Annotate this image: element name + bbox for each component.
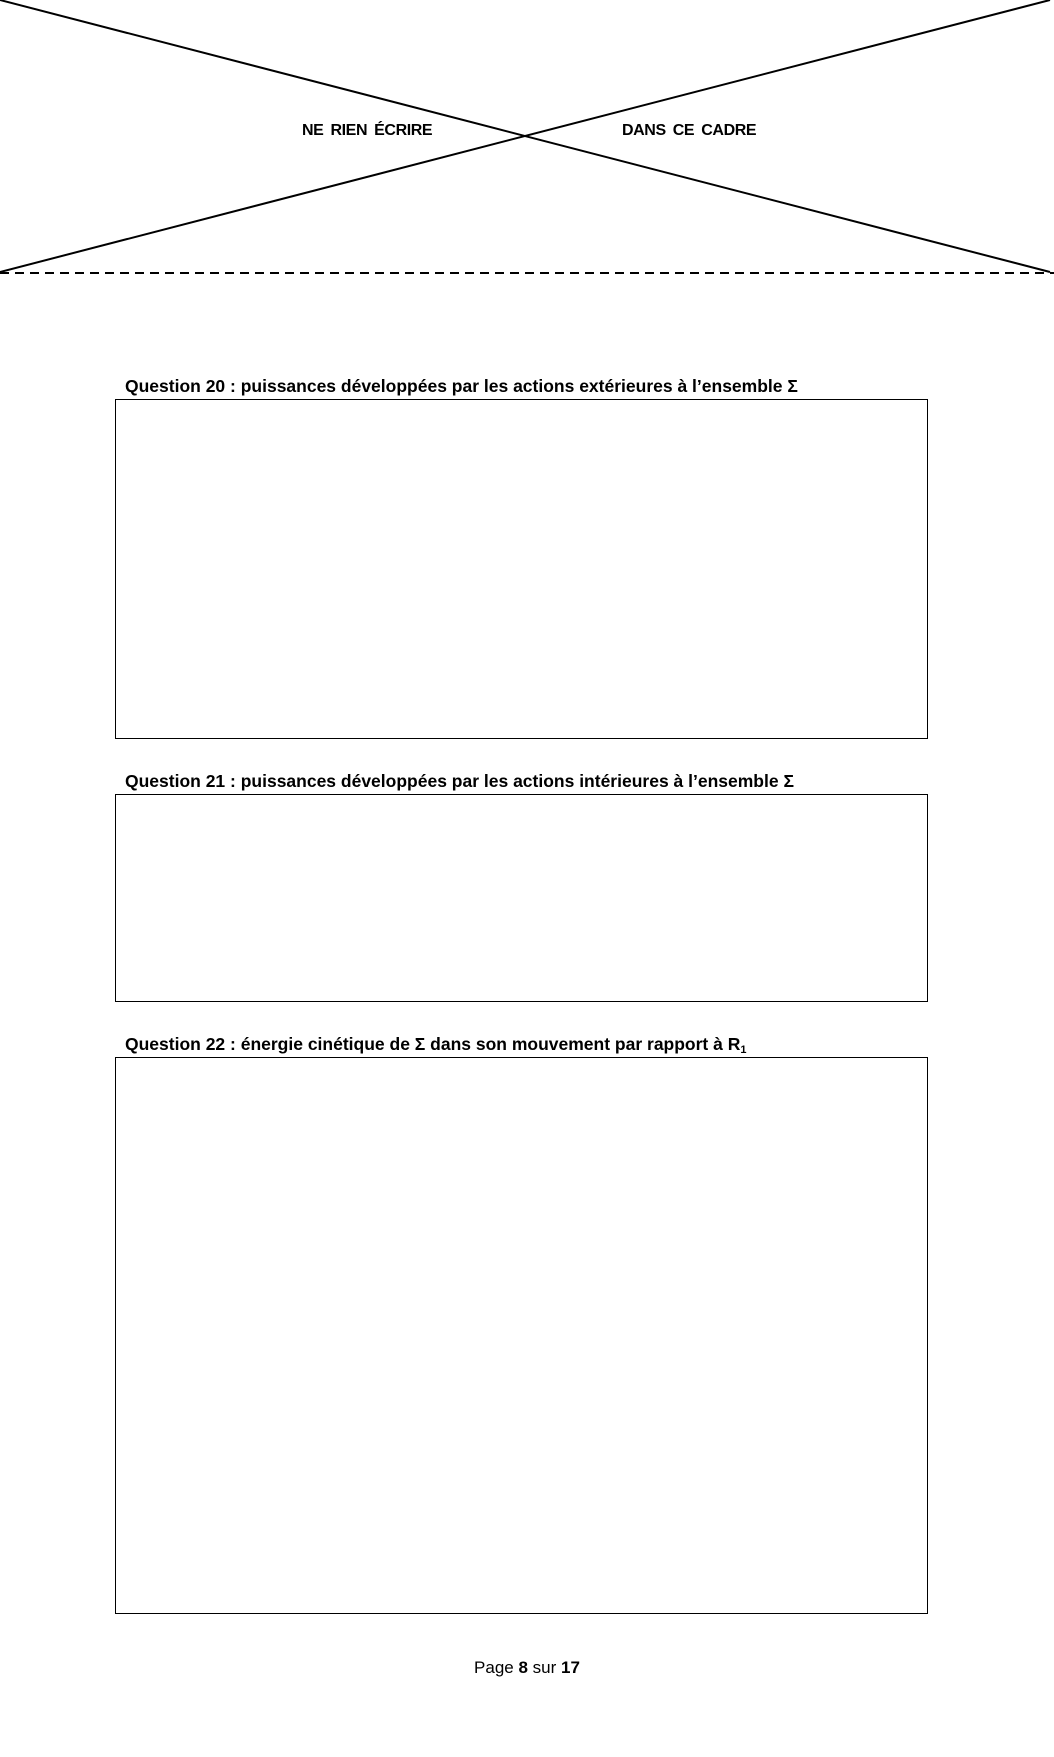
header-left-label: NE RIEN ÉCRIRE bbox=[302, 122, 433, 139]
question-22-title bbox=[125, 1034, 746, 1056]
question-20-answer-box[interactable] bbox=[115, 399, 928, 739]
question-22-title-subscript: 1 bbox=[740, 1044, 747, 1056]
question-20-title: Question 20 : puissances développées par les actions extérieures à l’ensemble Σ bbox=[125, 376, 798, 396]
page-footer bbox=[0, 1658, 1054, 1678]
question-22-answer-box[interactable] bbox=[115, 1057, 928, 1614]
question-22-title-text: Question 22 : énergie cinétique de Σ dans son mouvement par rapport à R bbox=[125, 1034, 741, 1054]
page-prefix: Page bbox=[474, 1658, 514, 1677]
page-separator: sur bbox=[532, 1658, 557, 1677]
total-page-count: 17 bbox=[561, 1658, 580, 1677]
cross-out-lines bbox=[0, 0, 1054, 280]
current-page-number: 8 bbox=[518, 1658, 528, 1677]
do-not-write-zone bbox=[0, 0, 1054, 280]
header-right-label: DANS CE CADRE bbox=[622, 122, 757, 139]
question-21-answer-box[interactable] bbox=[115, 794, 928, 1002]
question-21-title: Question 21 : puissances développées par les actions intérieures à l’ensemble Σ bbox=[125, 771, 794, 791]
